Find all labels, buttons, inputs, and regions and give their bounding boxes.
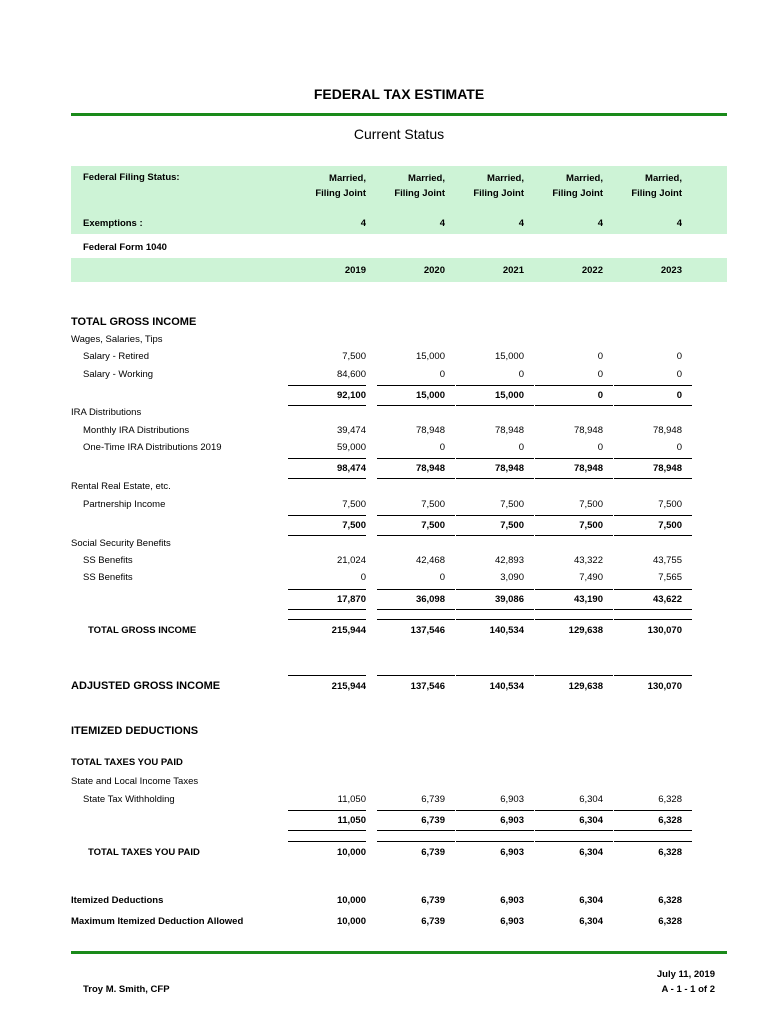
deduction-value: 6,903	[500, 916, 524, 927]
total-value: 137,546	[410, 625, 445, 636]
deduction-value: 6,304	[579, 916, 603, 927]
filing-status-line2: Filing Joint	[552, 188, 603, 199]
subtotal-rule-top	[377, 385, 455, 386]
line-item-value: 15,000	[494, 351, 524, 362]
line-item-value: 78,948	[494, 425, 524, 436]
total-rule	[288, 619, 366, 620]
line-item-value: 0	[518, 369, 524, 380]
subtotal-rule-top	[288, 458, 366, 459]
line-item-value: 0	[676, 369, 682, 380]
page-subtitle: Current Status	[353, 126, 445, 142]
line-item-value: 42,893	[494, 555, 524, 566]
subtotal-rule-bottom	[288, 609, 366, 610]
subtotal-value: 78,948	[494, 463, 524, 474]
subtotal-rule-bottom	[535, 535, 613, 536]
subtotal-value: 92,100	[336, 390, 366, 401]
section-total-label: ADJUSTED GROSS INCOME	[71, 680, 221, 692]
subtotal-rule-top	[456, 385, 534, 386]
section-total-value: 137,546	[410, 681, 445, 692]
filing-status-value	[444, 171, 524, 201]
deduction-label: Itemized Deductions	[71, 895, 164, 906]
year-header: 2019	[344, 265, 366, 276]
subtotal-value: 78,948	[573, 463, 603, 474]
subtotal-rule-top	[614, 589, 692, 590]
year-header: 2021	[502, 265, 524, 276]
line-item-value: 7,500	[500, 499, 524, 510]
subtotal-value: 7,500	[500, 520, 524, 531]
section-total-rule	[456, 675, 534, 676]
page-title: FEDERAL TAX ESTIMATE	[313, 86, 485, 102]
total-label: TOTAL TAXES YOU PAID	[88, 847, 200, 858]
subtotal-rule-bottom	[456, 405, 534, 406]
line-item-value: 78,948	[573, 425, 603, 436]
subtotal-rule-top	[288, 810, 366, 811]
group-label: Rental Real Estate, etc.	[71, 481, 171, 492]
line-item-value: 42,468	[415, 555, 445, 566]
subsection-heading: TOTAL TAXES YOU PAID	[71, 757, 183, 768]
deduction-value: 6,739	[421, 895, 445, 906]
subtotal-value: 39,086	[494, 594, 524, 605]
line-item-value: 0	[439, 572, 445, 583]
bottom-rule	[71, 951, 727, 954]
subtotal-rule-top	[535, 385, 613, 386]
subtotal-value: 7,500	[658, 520, 682, 531]
deduction-value: 10,000	[336, 916, 366, 927]
subtotal-value: 43,190	[573, 594, 603, 605]
subtotal-rule-bottom	[614, 535, 692, 536]
total-rule	[377, 619, 455, 620]
subtotal-rule-top	[614, 515, 692, 516]
deduction-value: 6,328	[658, 916, 682, 927]
subtotal-rule-bottom	[535, 830, 613, 831]
group-label: Social Security Benefits	[71, 538, 171, 549]
subtotal-rule-bottom	[535, 478, 613, 479]
section-heading: TOTAL GROSS INCOME	[71, 316, 197, 328]
total-value: 6,739	[421, 847, 445, 858]
line-item-value: 0	[597, 442, 603, 453]
section-total-value: 140,534	[489, 681, 524, 692]
subtotal-value: 7,500	[421, 520, 445, 531]
section-total-value: 215,944	[331, 681, 366, 692]
line-item-value: 6,304	[579, 794, 603, 805]
subtotal-rule-bottom	[288, 478, 366, 479]
subtotal-rule-top	[456, 589, 534, 590]
line-item-value: 0	[360, 572, 366, 583]
deduction-value: 10,000	[336, 895, 366, 906]
subtotal-value: 11,050	[337, 815, 366, 826]
filing-status-line2: Filing Joint	[394, 188, 445, 199]
year-header: 2020	[423, 265, 445, 276]
subtotal-value: 43,622	[652, 594, 682, 605]
filing-status-line2: Filing Joint	[315, 188, 366, 199]
line-item-value: 15,000	[415, 351, 445, 362]
subtotal-rule-bottom	[456, 478, 534, 479]
subtotal-rule-bottom	[377, 478, 455, 479]
subtotal-rule-bottom	[456, 609, 534, 610]
subtotal-value: 7,500	[579, 520, 603, 531]
line-item-value: 43,755	[652, 555, 682, 566]
page-number: A - 1 - 1 of 2	[661, 984, 715, 995]
subtotal-value: 6,304	[579, 815, 603, 826]
total-rule	[614, 619, 692, 620]
subtotal-value: 98,474	[336, 463, 366, 474]
section-total-value: 129,638	[568, 681, 603, 692]
line-item-value: 7,500	[342, 351, 366, 362]
total-rule	[535, 841, 613, 842]
subtotal-rule-top	[288, 385, 366, 386]
line-item-value: 0	[518, 442, 524, 453]
line-item-value: 0	[597, 369, 603, 380]
total-rule	[456, 841, 534, 842]
subtotal-rule-bottom	[377, 830, 455, 831]
section-total-rule	[614, 675, 692, 676]
line-item-value: 0	[439, 369, 445, 380]
subtotal-rule-bottom	[535, 405, 613, 406]
line-item-value: 7,500	[658, 499, 682, 510]
line-item-value: 78,948	[415, 425, 445, 436]
subtotal-rule-top	[614, 810, 692, 811]
filing-status-value	[365, 171, 445, 201]
subtotal-rule-bottom	[288, 405, 366, 406]
line-item-value: 21,024	[336, 555, 366, 566]
year-header: 2022	[581, 265, 603, 276]
exemptions-value: 4	[676, 218, 682, 229]
subtotal-value: 6,903	[500, 815, 524, 826]
subtotal-rule-top	[377, 589, 455, 590]
subtotal-rule-top	[377, 810, 455, 811]
total-rule	[456, 619, 534, 620]
line-item-value: 59,000	[336, 442, 366, 453]
total-rule	[377, 841, 455, 842]
line-item-value: 78,948	[652, 425, 682, 436]
filing-status-line2: Filing Joint	[473, 188, 524, 199]
filing-status-line1: Married,	[487, 173, 524, 184]
filing-status-value	[602, 171, 682, 201]
group-label: State and Local Income Taxes	[71, 776, 199, 787]
total-rule	[614, 841, 692, 842]
year-header: 2023	[660, 265, 682, 276]
subtotal-value: 15,000	[415, 390, 445, 401]
form-label: Federal Form 1040	[83, 242, 167, 253]
subtotal-rule-bottom	[614, 830, 692, 831]
subtotal-value: 15,000	[494, 390, 524, 401]
total-value: 140,534	[489, 625, 524, 636]
filing-status-label: Federal Filing Status:	[83, 172, 180, 183]
line-item-value: 0	[676, 351, 682, 362]
subtotal-rule-top	[614, 458, 692, 459]
exemptions-value: 4	[439, 218, 445, 229]
total-value: 129,638	[568, 625, 603, 636]
exemptions-label: Exemptions :	[83, 218, 143, 229]
subtotal-rule-top	[377, 515, 455, 516]
total-label: TOTAL GROSS INCOME	[88, 625, 197, 636]
section-total-value: 130,070	[647, 681, 682, 692]
line-item-value: 11,050	[337, 794, 366, 805]
line-item-value: 7,500	[421, 499, 445, 510]
subtotal-rule-top	[535, 589, 613, 590]
subtotal-rule-bottom	[535, 609, 613, 610]
line-item-value: 7,500	[579, 499, 603, 510]
line-item-value: 7,490	[579, 572, 603, 583]
line-item-label: SS Benefits	[83, 572, 133, 583]
line-item-value: 0	[597, 351, 603, 362]
subtotal-rule-bottom	[288, 535, 366, 536]
line-item-value: 0	[439, 442, 445, 453]
subtotal-rule-top	[456, 810, 534, 811]
subtotal-rule-top	[456, 515, 534, 516]
exemptions-value: 4	[597, 218, 603, 229]
subtotal-rule-bottom	[614, 405, 692, 406]
deduction-value: 6,903	[500, 895, 524, 906]
subtotal-rule-bottom	[614, 478, 692, 479]
subtotal-rule-bottom	[377, 405, 455, 406]
section-total-rule	[288, 675, 366, 676]
deduction-value: 6,328	[658, 895, 682, 906]
line-item-label: Monthly IRA Distributions	[83, 425, 190, 436]
line-item-value: 43,322	[573, 555, 603, 566]
filing-status-line1: Married,	[329, 173, 366, 184]
total-rule	[288, 841, 366, 842]
total-value: 130,070	[647, 625, 682, 636]
subtotal-value: 17,870	[336, 594, 366, 605]
line-item-label: SS Benefits	[83, 555, 133, 566]
subtotal-rule-bottom	[456, 830, 534, 831]
top-rule	[71, 113, 727, 116]
report-date: July 11, 2019	[656, 969, 715, 980]
subtotal-value: 78,948	[652, 463, 682, 474]
subtotal-rule-top	[288, 589, 366, 590]
line-item-label: Partnership Income	[83, 499, 166, 510]
subtotal-rule-top	[614, 385, 692, 386]
subtotal-value: 0	[597, 390, 603, 401]
filing-status-value	[286, 171, 366, 201]
line-item-value: 84,600	[336, 369, 366, 380]
group-label: Wages, Salaries, Tips	[71, 334, 163, 345]
filing-status-line1: Married,	[645, 173, 682, 184]
subtotal-rule-top	[535, 458, 613, 459]
subtotal-rule-bottom	[456, 535, 534, 536]
line-item-label: Salary - Retired	[83, 351, 149, 362]
line-item-value: 7,565	[658, 572, 682, 583]
line-item-value: 6,328	[658, 794, 682, 805]
filing-status-value	[523, 171, 603, 201]
filing-status-line1: Married,	[566, 173, 603, 184]
deduction-value: 6,739	[421, 916, 445, 927]
line-item-label: State Tax Withholding	[83, 794, 175, 805]
line-item-label: One-Time IRA Distributions 2019	[83, 442, 222, 453]
subtotal-rule-top	[535, 515, 613, 516]
line-item-value: 6,903	[500, 794, 524, 805]
subtotal-value: 36,098	[415, 594, 445, 605]
total-rule	[535, 619, 613, 620]
subtotal-rule-top	[288, 515, 366, 516]
filing-status-line1: Married,	[408, 173, 445, 184]
preparer-name: Troy M. Smith, CFP	[83, 984, 170, 995]
exemptions-value: 4	[360, 218, 366, 229]
line-item-value: 0	[676, 442, 682, 453]
subtotal-value: 7,500	[342, 520, 366, 531]
deduction-label: Maximum Itemized Deduction Allowed	[71, 916, 244, 927]
subtotal-value: 0	[676, 390, 682, 401]
line-item-value: 3,090	[500, 572, 524, 583]
subtotal-rule-bottom	[377, 609, 455, 610]
subtotal-value: 78,948	[415, 463, 445, 474]
filing-status-line2: Filing Joint	[631, 188, 682, 199]
line-item-value: 39,474	[336, 425, 366, 436]
total-value: 6,903	[500, 847, 524, 858]
section-total-rule	[535, 675, 613, 676]
section-total-rule	[377, 675, 455, 676]
subtotal-rule-top	[456, 458, 534, 459]
subtotal-rule-top	[377, 458, 455, 459]
group-label: IRA Distributions	[71, 407, 142, 418]
exemptions-value: 4	[518, 218, 524, 229]
subtotal-value: 6,328	[658, 815, 682, 826]
subtotal-rule-bottom	[377, 535, 455, 536]
subtotal-rule-bottom	[288, 830, 366, 831]
line-item-label: Salary - Working	[83, 369, 154, 380]
subtotal-value: 6,739	[421, 815, 445, 826]
total-value: 6,328	[658, 847, 682, 858]
line-item-value: 6,739	[421, 794, 445, 805]
total-value: 215,944	[331, 625, 366, 636]
section-heading: ITEMIZED DEDUCTIONS	[71, 725, 199, 737]
total-value: 10,000	[336, 847, 366, 858]
line-item-value: 7,500	[342, 499, 366, 510]
deduction-value: 6,304	[579, 895, 603, 906]
total-value: 6,304	[579, 847, 603, 858]
subtotal-rule-bottom	[614, 609, 692, 610]
subtotal-rule-top	[535, 810, 613, 811]
